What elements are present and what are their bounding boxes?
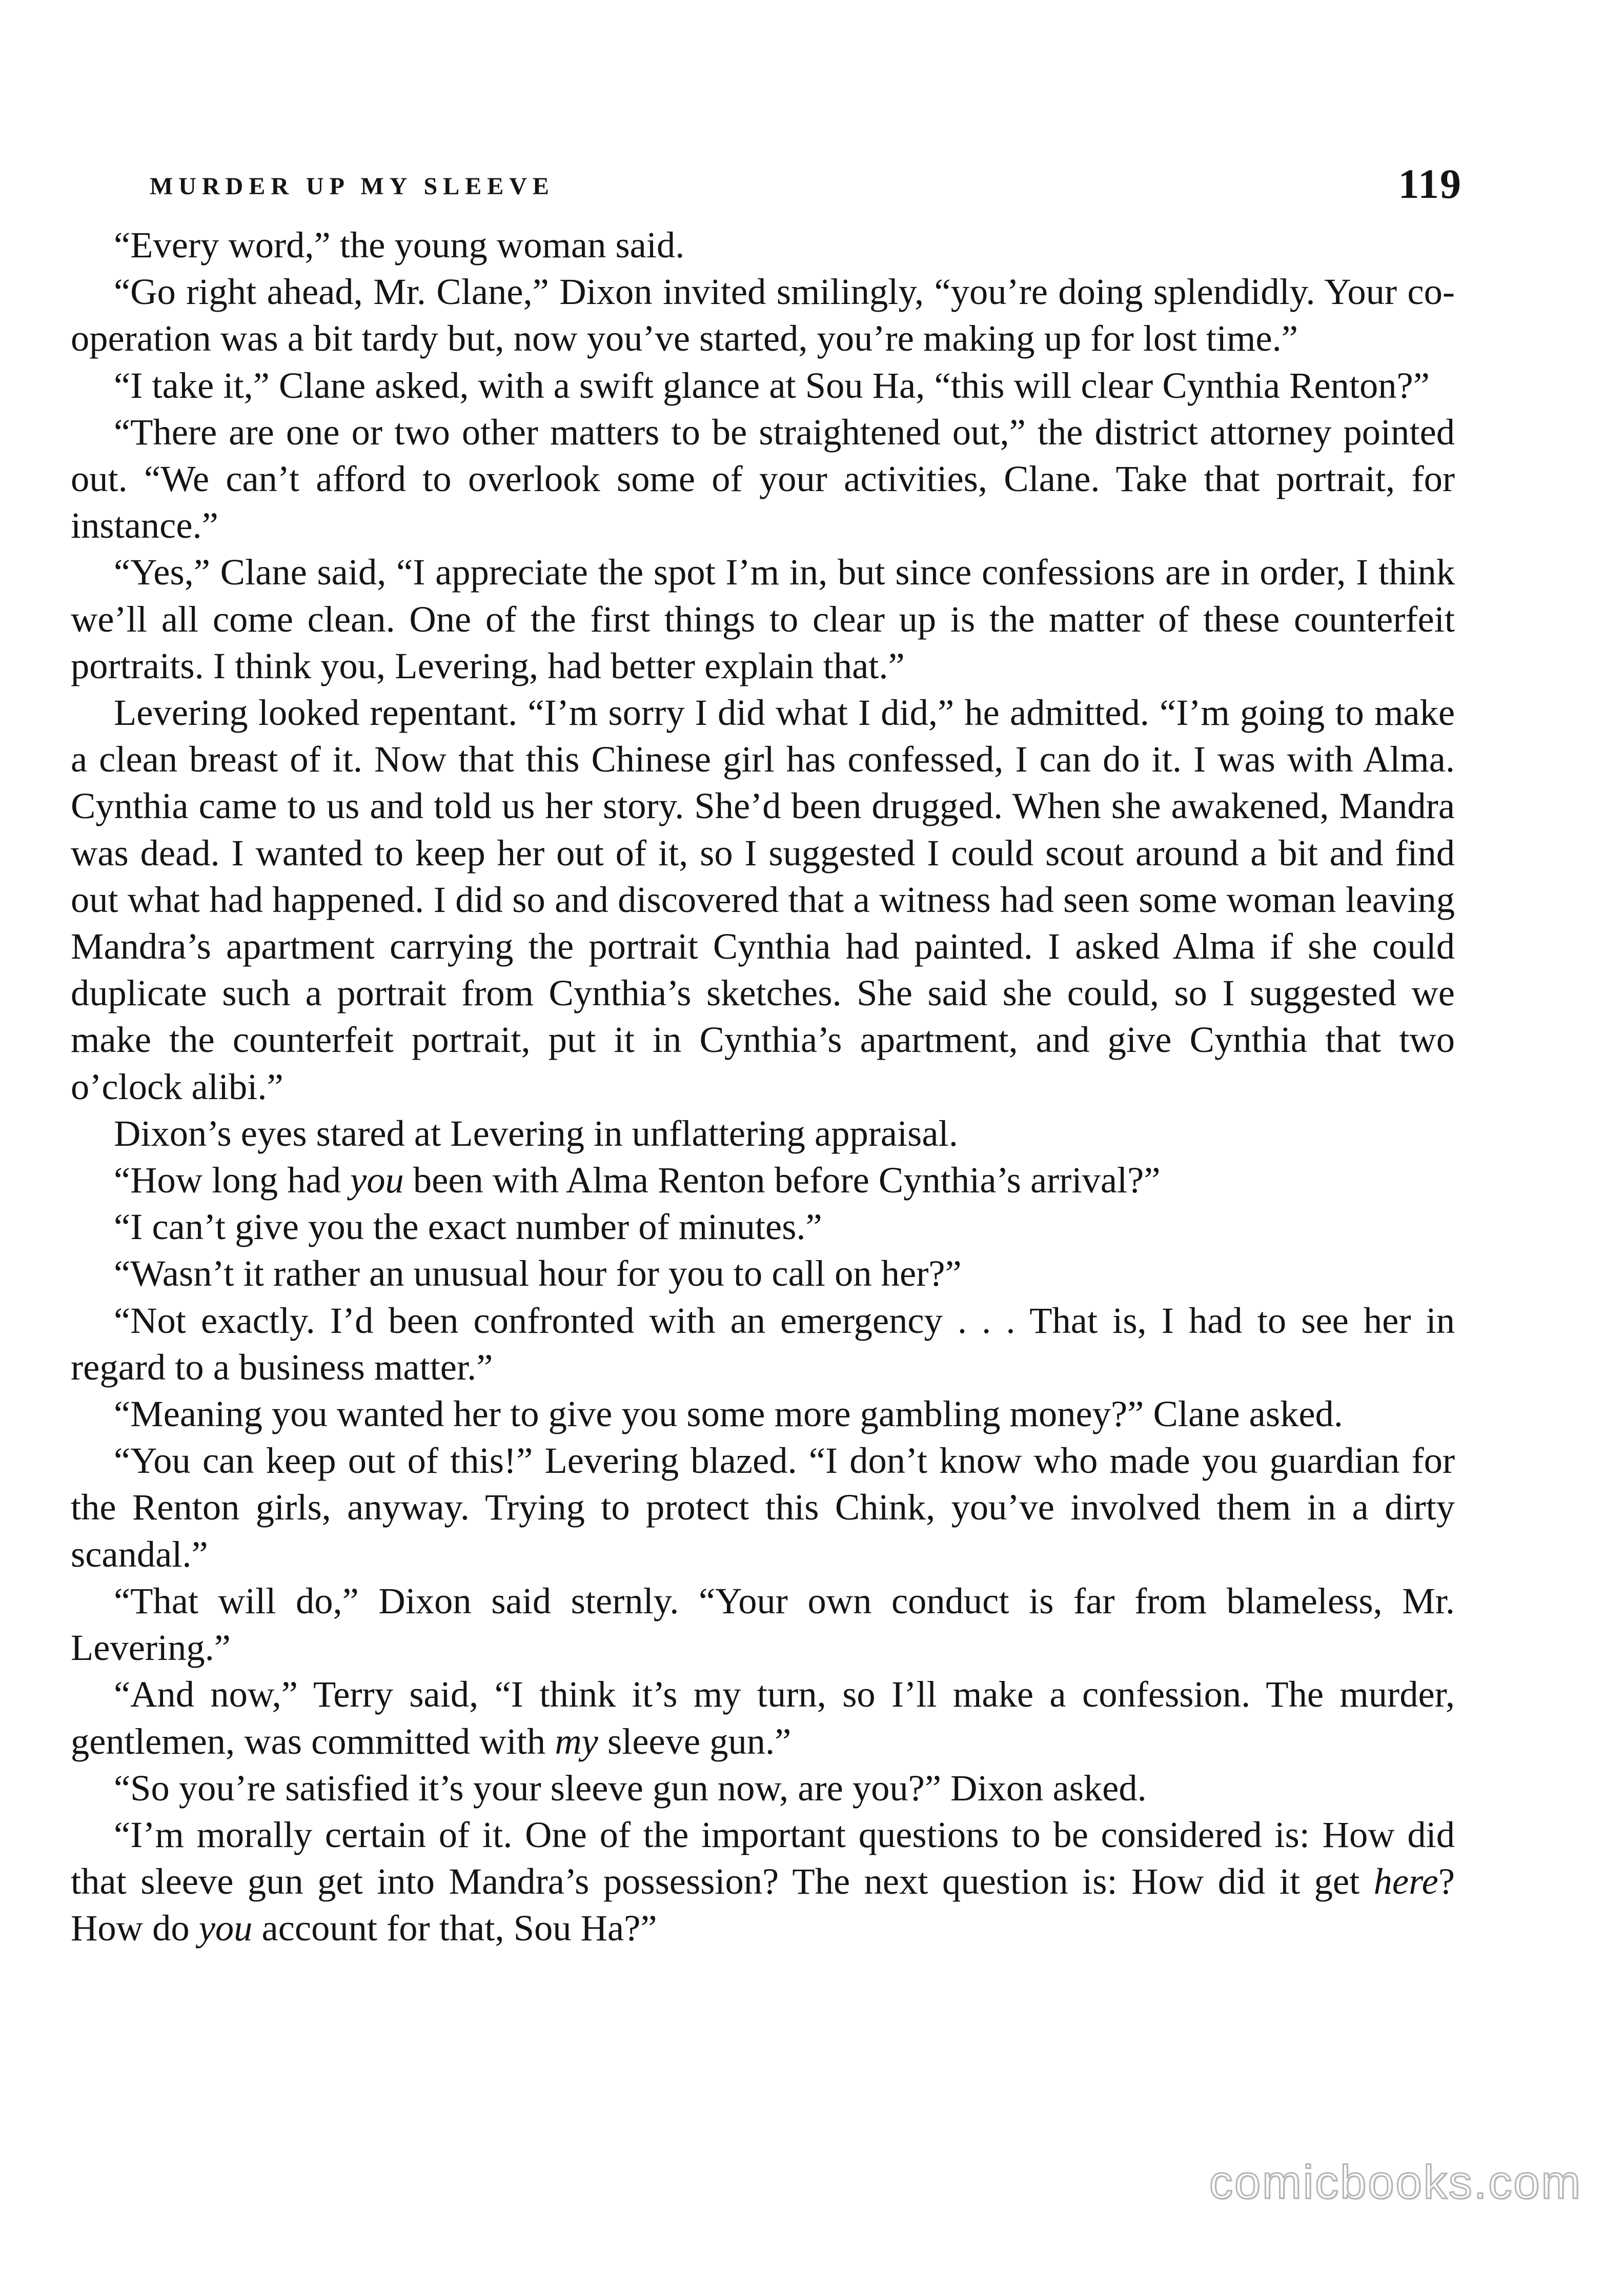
body-text: [71, 221, 1455, 1952]
emphasis: my: [555, 1720, 598, 1762]
paragraph: “I’m morally certain of it. One of the important questions to be considered is: How did that sleeve gun get into Mandra’s possession? The next question is: How did it get here? How do you account for that, Sou Ha?”: [71, 1813, 1455, 1949]
paragraph: “That will do,” Dixon said sternly. “Your own conduct is far from blameless, Mr. Levering.”: [71, 1579, 1455, 1669]
paragraph: “How long had you been with Alma Renton before Cynthia’s arrival?”: [114, 1159, 1161, 1201]
paragraph: “So you’re satisfied it’s your sleeve gun now, are you?” Dixon asked.: [114, 1767, 1147, 1809]
paragraph: “Yes,” Clane said, “I appreciate the spot I’m in, but since confessions are in order, I think we’ll all come clean. One of the first things to clear up is the matter of these counterfeit portraits. I think you, Levering, had better explain that.”: [71, 551, 1455, 686]
paragraph: “I take it,” Clane asked, with a swift glance at Sou Ha, “this will clear Cynthia Renton?”: [114, 364, 1430, 406]
paragraph: “Go right ahead, Mr. Clane,” Dixon invited smilingly, “you’re doing splendidly. Your co-operation was a bit tardy but, now you’ve started, you’re making up for lost time.”: [71, 271, 1455, 359]
emphasis: here: [1373, 1860, 1438, 1902]
paragraph: “I can’t give you the exact number of minutes.”: [114, 1206, 822, 1248]
paragraph: “Not exactly. I’d been confronted with an emergency . . . That is, I had to see her in regard to a business matter.”: [71, 1299, 1455, 1388]
emphasis: you: [350, 1159, 404, 1201]
page-number: 119: [1398, 160, 1462, 207]
paragraph: “And now,” Terry said, “I think it’s my turn, so I’ll make a confession. The murder, gentlemen, was committed with my sleeve gun.”: [71, 1673, 1455, 1762]
paragraph: “There are one or two other matters to be straightened out,” the district attorney pointed out. “We can’t afford to overlook some of your activities, Clane. Take that portrait, for instance.”: [71, 411, 1455, 546]
page-header: [150, 160, 1462, 216]
running-title: MURDER UP MY SLEEVE: [150, 173, 555, 200]
paragraph: Levering looked repentant. “I’m sorry I did what I did,” he admitted. “I’m going to make a clean breast of it. Now that this Chinese girl has confessed, I can do it. I was with Alma. Cynthia came to us and told us her story. She’d been drugged. When she awakened, Mandra was dead. I wanted to keep her out of it, so I suggested I could scout around a bit and find out what had happened. I did so and discovered that a witness had seen some woman leaving Mandra’s apartment carrying the portrait Cynthia had painted. I asked Alma if she could duplicate such a portrait from Cynthia’s sketches. She said she could, so I suggested we make the counterfeit portrait, put it in Cynthia’s apartment, and give Cynthia that two o’clock alibi.”: [71, 692, 1455, 1107]
paragraph: “Meaning you wanted her to give you some more gambling money?” Clane asked.: [114, 1393, 1343, 1435]
paragraph: “Every word,” the young woman said.: [114, 224, 685, 266]
emphasis: you: [198, 1907, 253, 1949]
paragraph: Dixon’s eyes stared at Levering in unflattering appraisal.: [114, 1112, 958, 1154]
paragraph: “You can keep out of this!” Levering blazed. “I don’t know who made you guardian for the Renton girls, anyway. Trying to protect this Chink, you’ve involved them in a dirty scandal.”: [71, 1440, 1455, 1575]
paragraph: “Wasn’t it rather an unusual hour for you to call on her?”: [114, 1252, 962, 1294]
watermark: comicbooks.com: [1209, 2156, 1582, 2208]
